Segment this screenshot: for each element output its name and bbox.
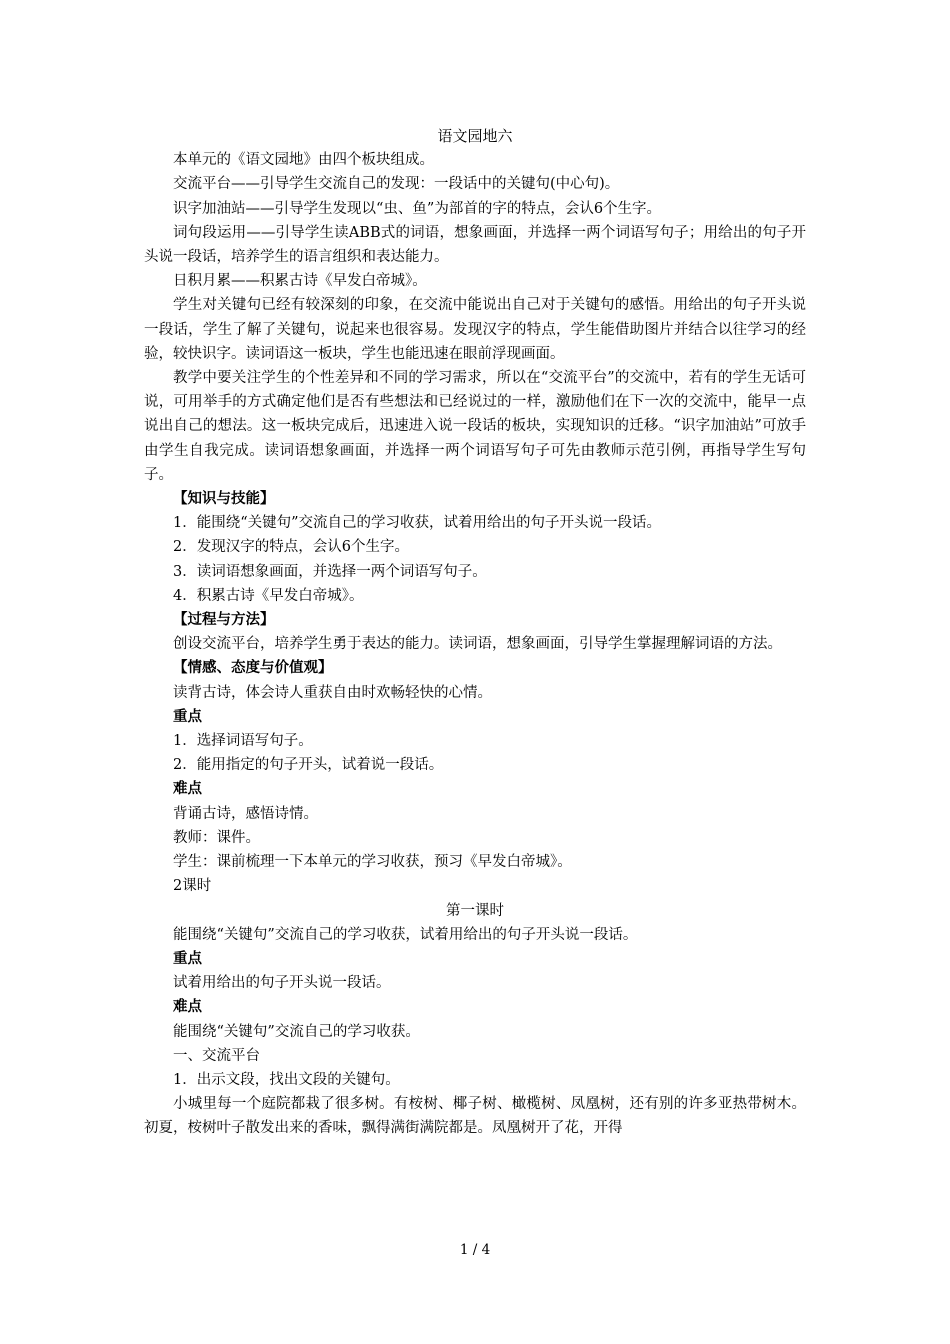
paragraph: 学生：课前梳理一下本单元的学习收获，预习《早发白帝城》。 (173, 854, 572, 871)
paragraph: 教学中要关注学生的个性差异和不同的学习需求，所以在“交流平台”的交流中，若有的学生无话可说，可用举手的方式确定他们是否有些想法和已经说过的一样，激励他们在下一次的交流中，能早一点说出自己的想法。这一板块完成后，迅速进入说一段话的板块，实现知识的迁移。“识字加油站”可放手由学生自我完成。读词语想象画面，并选择一两个词语写句子可先由教师示范引例，再指导学生写句子。 (144, 370, 806, 483)
section-heading: 【过程与方法】 (173, 611, 275, 629)
document-title: 语文园地六 (437, 127, 513, 145)
section-heading: 难点 (173, 780, 202, 798)
list-item: 1．能围绕“关键句”交流自己的学习收获，试着用给出的句子开头说一段话。 (173, 515, 662, 532)
paragraph: 背诵古诗，感悟诗情。 (173, 805, 318, 822)
paragraph: 读背古诗，体会诗人重获自由时欢畅轻快的心情。 (173, 684, 492, 701)
list-item: 1．出示文段，找出文段的关键句。 (173, 1071, 400, 1088)
section-heading: 重点 (173, 707, 202, 725)
paragraph: 创设交流平台，培养学生勇于表达的能力。读词语，想象画面，引导学生掌握理解词语的方法。 (173, 636, 782, 653)
paragraph: 学生对关键句已经有较深刻的印象，在交流中能说出自己对于关键句的感悟。用给出的句子开头说一段话，学生了解了关键句，说起来也很容易。发现汉字的特点，学生能借助图片并结合以往学习的经验，较快识字。读词语这一板块，学生也能迅速在眼前浮现画面。 (144, 297, 806, 362)
list-item: 2．能用指定的句子开头，试着说一段话。 (173, 757, 444, 774)
document-body (144, 124, 806, 1141)
section-heading: 难点 (173, 998, 202, 1016)
paragraph: 能围绕“关键句”交流自己的学习收获。 (173, 1023, 420, 1040)
paragraph: 本单元的《语文园地》由四个板块组成。 (173, 152, 434, 169)
paragraph: 日积月累——积累古诗《早发白帝城》。 (173, 273, 427, 290)
lesson-heading: 第一课时 (446, 902, 504, 919)
list-item: 4．积累古诗《早发白帝城》。 (173, 587, 364, 604)
paragraph: 交流平台——引导学生交流自己的发现：一段话中的关键句(中心句)。 (173, 176, 620, 193)
section-heading: 【情感、态度与价值观】 (173, 659, 333, 677)
paragraph: 一、交流平台 (173, 1047, 260, 1064)
paragraph: 2课时 (173, 878, 212, 895)
list-item: 3．读词语想象画面，并选择一两个词语写句子。 (173, 563, 487, 580)
section-heading: 重点 (173, 949, 202, 967)
paragraph: 词句段运用——引导学生读ABB式的词语，想象画面，并选择一两个词语写句子；用给出的句子开头说一段话，培养学生的语言组织和表达能力。 (144, 224, 806, 266)
list-item: 1．选择词语写句子。 (173, 733, 313, 750)
list-item: 2．发现汉字的特点，会认6个生字。 (173, 539, 409, 556)
paragraph: 小城里每一个庭院都栽了很多树。有桉树、椰子树、橄榄树、凤凰树，还有别的许多亚热带树木。初夏，桉树叶子散发出来的香味，飘得满街满院都是。凤凰树开了花，开得 (144, 1096, 806, 1137)
page-number: 1 / 4 (459, 1242, 491, 1258)
paragraph: 试着用给出的句子开头说一段话。 (173, 975, 391, 992)
section-heading: 【知识与技能】 (173, 490, 275, 508)
paragraph: 能围绕“关键句”交流自己的学习收获，试着用给出的句子开头说一段话。 (173, 926, 638, 943)
paragraph: 识字加油站——引导学生发现以“虫、鱼”为部首的字的特点，会认6个生字。 (173, 200, 662, 217)
paragraph: 教师：课件。 (173, 829, 260, 846)
